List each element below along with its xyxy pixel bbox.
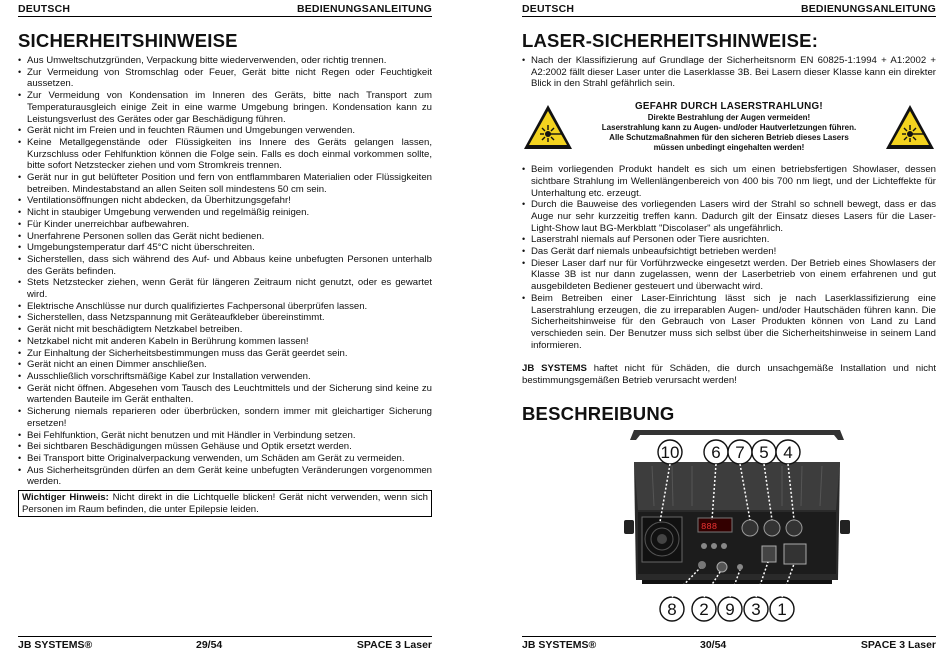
callout-label: 4 bbox=[783, 443, 793, 462]
list-item: • Elektrische Anschlüsse nur durch qualifiziertes Fachpersonal überprüfen lassen. bbox=[18, 301, 432, 313]
footer-brand: JB SYSTEMS® bbox=[18, 639, 93, 651]
list-item: • Nicht in staubiger Umgebung verwenden und regelmäßig reinigen. bbox=[18, 207, 432, 219]
warning-line: Alle Schutzmaßnahmen für den sicheren Betrieb dieses Lasers bbox=[609, 132, 849, 142]
list-item: • Unerfahrene Personen sollen das Gerät nicht bedienen. bbox=[18, 231, 432, 243]
warning-line: Direkte Bestrahlung der Augen vermeiden! bbox=[647, 112, 811, 122]
callout-label: 7 bbox=[735, 443, 745, 462]
list-item: • Das Gerät darf niemals unbeaufsichtigt betrieben werden! bbox=[522, 246, 936, 258]
callout-label: 3 bbox=[751, 600, 761, 619]
laser-warning-box bbox=[522, 98, 936, 156]
list-item: • Gerät nicht im Freien und in feuchten Räumen und Umgebungen verwenden. bbox=[18, 125, 432, 137]
footer-product: SPACE 3 Laser bbox=[860, 639, 936, 651]
callout-label: 5 bbox=[759, 443, 769, 462]
list-item: • Gerät nicht öffnen. Abgesehen vom Tausch des Leuchtmittels und der Sicherung sind keine zu wartenden Bauteile im Gerät enthalten. bbox=[18, 383, 432, 406]
list-item: • Sicherung niemals reparieren oder überbrücken, sondern immer mit gleichartiger Sicherung ersetzen! bbox=[18, 406, 432, 429]
laser-intro-list bbox=[522, 55, 936, 90]
list-item: • Beim Betreiben einer Laser-Einrichtung lässt sich je nach Laserklassifizierung eine Laserstrahlung erzeugen, die zu irreparablen Augen- und/oder Hautschäden führen kann. Die Sicherheitshinweise für den Gebrauch von Laser Produkten können von Land zu Land verschieden sein. Der Benutzer muss sich selbst über die Sicherheitshinweise in seinem Land informieren. bbox=[522, 293, 936, 352]
list-item: • Nach der Klassifizierung auf Grundlage der Sicherheitsnorm EN 60825-1:1994 + A1:2002 + A2:2002 fällt dieser Laser unter die Laserklasse 3B. Bei Lasern dieser Klasse kann ein direkter Blick in den Strahl gefährlich sein. bbox=[522, 55, 936, 90]
laser-warning-icon bbox=[522, 103, 574, 151]
callout-label: 6 bbox=[711, 443, 721, 462]
list-item: • Aus Sicherheitsgründen dürfen an dem Gerät keine unbefugten Veränderungen vorgenommen werden. bbox=[18, 465, 432, 488]
list-item: • Bei Fehlfunktion, Gerät nicht benutzen und mit Händler in Verbindung setzen. bbox=[18, 430, 432, 442]
list-item: • Gerät nicht mit beschädigtem Netzkabel betreiben. bbox=[18, 324, 432, 336]
list-item: • Zur Einhaltung der Sicherheitsbestimmungen muss das Gerät geerdet sein. bbox=[18, 348, 432, 360]
footer-product: SPACE 3 Laser bbox=[356, 639, 432, 651]
laser-safety-list bbox=[522, 164, 936, 351]
footer-brand: JB SYSTEMS® bbox=[522, 639, 597, 651]
list-item: • Gerät nur in gut belüfteter Position und fern von entflammbaren Materialien oder Flüssigkeiten betreiben. Mindestabstand an allen Seiten soll mindestens 50 cm sein. bbox=[18, 172, 432, 195]
callout-label: 9 bbox=[725, 600, 735, 619]
page-footer bbox=[18, 636, 432, 651]
list-item: • Sicherstellen, dass sich während des Auf- und Abbaus keine unbefugten Personen unterhalb des Geräts befinden. bbox=[18, 254, 432, 277]
page-footer bbox=[522, 636, 936, 651]
list-item: • Gerät nicht an einen Dimmer anschließen. bbox=[18, 359, 432, 371]
callout-label: 1 bbox=[777, 600, 787, 619]
list-item: • Zur Vermeidung von Stromschlag oder Feuer, Gerät bitte nicht Regen oder Feuchtigkeit aussetzen. bbox=[18, 67, 432, 90]
liability-note bbox=[522, 363, 936, 386]
laser-warning-icon bbox=[884, 103, 936, 151]
header-language: DEUTSCH bbox=[522, 3, 575, 15]
warning-line: Laserstrahlung kann zu Augen- und/oder Hautverletzungen führen. bbox=[601, 122, 857, 132]
hint-label: Wichtiger Hinweis: bbox=[22, 492, 109, 504]
section-title: LASER-SICHERHEITSHINWEISE: bbox=[522, 30, 819, 51]
header-manual: BEDIENUNGSANLEITUNG bbox=[296, 3, 432, 15]
device-rear-panel-figure bbox=[612, 422, 862, 627]
page-header bbox=[18, 0, 432, 17]
list-item: • Für Kinder unerreichbar aufbewahren. bbox=[18, 219, 432, 231]
callout-label: 2 bbox=[699, 600, 709, 619]
list-item: • Dieser Laser darf nur für Vorführzwecke eingesetzt werden. Der Betrieb eines Showlasers der Klasse 3B ist nur dann zugelassen, wenn der Laserbetrieb von einem erfahrenen und gut ausgebildeten Bediener gesteuert und überwacht wird. bbox=[522, 258, 936, 293]
important-hint bbox=[18, 490, 432, 517]
warning-line: müssen unbedingt eingehalten werden! bbox=[653, 142, 805, 152]
list-item: • Sicherstellen, dass Netzspannung mit Geräteaufkleber übereinstimmt. bbox=[18, 312, 432, 324]
list-item: • Bei Transport bitte Originalverpackung verwenden, um Schäden am Gerät zu vermeiden. bbox=[18, 453, 432, 465]
description-title: BESCHREIBUNG bbox=[522, 402, 675, 424]
list-item: • Bei sichtbaren Beschädigungen müssen Gehäuse und Optik ersetzt werden. bbox=[18, 441, 432, 453]
list-item: • Netzkabel nicht mit anderen Kabeln in Berührung kommen lassen! bbox=[18, 336, 432, 348]
right-page bbox=[522, 0, 936, 654]
section-title: SICHERHEITSHINWEISE bbox=[18, 30, 238, 51]
page-header bbox=[522, 0, 936, 17]
warning-title: GEFAHR DURCH LASERSTRAHLUNG! bbox=[634, 100, 823, 112]
header-language: DEUTSCH bbox=[18, 3, 71, 15]
list-item: • Ventilationsöffnungen nicht abdecken, da Überhitzungsgefahr! bbox=[18, 195, 432, 207]
warning-text bbox=[589, 102, 869, 153]
list-item: • Beim vorliegenden Produkt handelt es sich um einen betriebsfertigen Showlaser, dessen sichtbare Strahlung im Wellenlängenbereich von 400 bis 700 nm liegt, und der Lichteffekte für Unterhaltung etc. erzeugt. bbox=[522, 164, 936, 199]
list-item: • Stets Netzstecker ziehen, wenn Gerät für längeren Zeitraum nicht genutzt, oder es gewartet wird. bbox=[18, 277, 432, 300]
footer-page-number: 30/54 bbox=[700, 639, 727, 651]
list-item: • Laserstrahl niemals auf Personen oder Tiere ausrichten. bbox=[522, 234, 936, 246]
hint-text: Nicht direkt in die Lichtquelle blicken! Gerät nicht verwenden, wenn sich Personen im Raum befinden, die unter Epilepsie leiden. bbox=[22, 492, 428, 515]
header-manual: BEDIENUNGSANLEITUNG bbox=[800, 3, 936, 15]
left-page bbox=[18, 0, 432, 654]
list-item: • Umgebungstemperatur darf 45°C nicht überschreiten. bbox=[18, 242, 432, 254]
list-item: • Durch die Bauweise des vorliegenden Lasers wird der Strahl so schnell bewegt, dass er das Auge nur sehr kurzzeitig treffen kann. Dadurch gilt der Einsatz dieses Lasers für die Laser-Light-Show laut BG-Merkblatt "Discolaser" als ungefährlich. bbox=[522, 199, 936, 234]
svg-text:888: 888 bbox=[701, 522, 718, 532]
liability-text: haftet nicht für Schäden, die durch unsachgemäße Installation und nicht bestimmungsgemäßen Betrieb verursacht werden! bbox=[522, 363, 936, 387]
callout-label: 8 bbox=[667, 600, 677, 619]
list-item: • Zur Vermeidung von Kondensation im Inneren des Geräts, bitte nach Transport zum Temperaturausgleich einige Zeit in eine warme Umgebung bringen. Kondensation kann zu Leistungsverlust des Gerätes oder gar Beschädigung führen. bbox=[18, 90, 432, 125]
list-item: • Keine Metallgegenstände oder Flüssigkeiten ins Innere des Geräts gelangen lassen, Kurzschluss oder Fehlfunktion können die Folge sein. Falls es doch einmal vorkommen sollte, bitte sofort Netzstecker ziehen und vom Stromkreis trennen. bbox=[18, 137, 432, 172]
liability-brand: JB SYSTEMS bbox=[522, 363, 587, 375]
footer-page-number: 29/54 bbox=[196, 639, 223, 651]
device-illustration bbox=[612, 422, 862, 627]
list-item: • Ausschließlich vorschriftsmäßige Kabel zur Installation verwenden. bbox=[18, 371, 432, 383]
safety-list bbox=[18, 55, 432, 488]
callout-label: 10 bbox=[660, 443, 680, 462]
list-item: • Aus Umweltschutzgründen, Verpackung bitte wiederverwenden, oder richtig trennen. bbox=[18, 55, 432, 67]
